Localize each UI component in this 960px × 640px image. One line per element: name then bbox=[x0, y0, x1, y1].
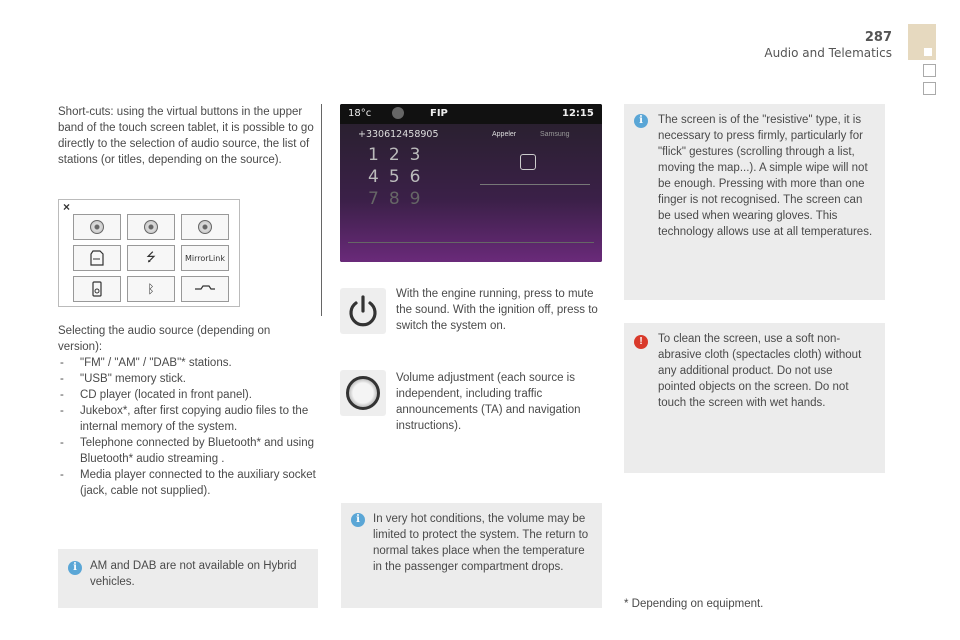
list-item: - "FM" / "AM" / "DAB"* stations. bbox=[58, 355, 316, 371]
hot-conditions-note-box bbox=[341, 503, 602, 608]
bluetooth-key bbox=[127, 276, 175, 302]
volume-knob-icon bbox=[346, 376, 380, 410]
audio-keypad-illustration bbox=[58, 199, 240, 307]
close-icon: × bbox=[63, 200, 71, 214]
screen-bottom-line bbox=[348, 242, 594, 243]
engine-power-text: With the engine running, press to mute the sound. With the ignition off, press to switch the system on. bbox=[396, 288, 598, 332]
cleaning-text: To clean the screen, use a soft non-abrasive cloth (spectacles cloth) without any additional product. Do not use pointed objects on the screen. Do not touch the screen with wet hands. bbox=[658, 333, 862, 409]
screen-bluetooth-icon bbox=[520, 154, 536, 170]
shortcuts-text: Short-cuts: using the virtual buttons in the upper band of the touch screen tablet, it is possible to go directly to the selection of audio source, the list of stations (or titles, depending on the source). bbox=[58, 106, 314, 166]
screen-clock: 12:15 bbox=[562, 108, 594, 119]
screen-keypad-digits bbox=[368, 144, 448, 210]
bluetooth-icon: ᛒ bbox=[147, 282, 155, 296]
info-icon: i bbox=[351, 513, 365, 527]
screen-home-icon bbox=[392, 107, 404, 119]
cleaning-note-box bbox=[624, 323, 885, 473]
usb-key bbox=[127, 245, 175, 271]
usb-icon: ⭍ bbox=[146, 249, 156, 264]
list-item: - Jukebox*, after first copying audio files to the internal memory of the system. bbox=[58, 403, 316, 435]
screen-phone-number: +330612458905 bbox=[358, 129, 439, 140]
disc-icon bbox=[90, 220, 104, 234]
radio-key-2 bbox=[127, 214, 175, 240]
audio-source-intro: Selecting the audio source (depending on version): bbox=[58, 325, 271, 353]
digits-row: 789 bbox=[368, 189, 431, 209]
disc-icon bbox=[144, 220, 158, 234]
memory-card-key bbox=[73, 245, 121, 271]
list-item: - Telephone connected by Bluetooth* and using Bluetooth* audio streaming . bbox=[58, 435, 316, 467]
jack-cable-icon bbox=[194, 284, 216, 294]
media-player-key bbox=[73, 276, 121, 302]
disc-icon bbox=[198, 220, 212, 234]
screen-appeler-label: Appeler bbox=[492, 131, 517, 138]
hot-conditions-text: In very hot conditions, the volume may be limited to protect the system. The return to normal takes place when the temperature in the passenger compartment drops. bbox=[373, 513, 589, 573]
column-divider bbox=[321, 104, 322, 316]
resistive-screen-note-box bbox=[624, 104, 885, 300]
section-title: Audio and Telematics bbox=[764, 46, 892, 60]
radio-key-1 bbox=[73, 214, 121, 240]
power-button-illustration bbox=[340, 288, 386, 334]
volume-adjustment-text: Volume adjustment (each source is independent, including traffic announcements (TA) and navigation instructions). bbox=[396, 372, 581, 432]
screen-station: FIP bbox=[430, 108, 448, 119]
chapter-tab-empty-1 bbox=[923, 64, 936, 77]
screen-samsung-label: Samsung bbox=[540, 131, 570, 138]
screen-divider-line bbox=[480, 184, 590, 185]
memory-card-icon bbox=[90, 250, 104, 266]
list-item: - Media player connected to the auxiliary socket (jack, cable not supplied). bbox=[58, 467, 316, 499]
radio-key-3 bbox=[181, 214, 229, 240]
digits-row: 123 bbox=[368, 145, 431, 165]
info-icon: i bbox=[68, 561, 82, 575]
hybrid-note-box bbox=[58, 549, 318, 608]
footnote: * Depending on equipment. bbox=[624, 598, 764, 610]
aux-jack-key bbox=[181, 276, 229, 302]
screen-temperature: 18°c bbox=[348, 108, 372, 119]
power-icon bbox=[346, 294, 380, 328]
media-player-icon bbox=[92, 281, 102, 297]
hybrid-note-text: AM and DAB are not available on Hybrid vehicles. bbox=[90, 560, 297, 588]
touchscreen-photo bbox=[340, 104, 602, 262]
audio-source-list bbox=[58, 355, 316, 499]
warning-icon: ! bbox=[634, 335, 648, 349]
mirrorlink-label: MirrorLink bbox=[185, 253, 225, 263]
chapter-tab-empty-2 bbox=[923, 82, 936, 95]
volume-knob-illustration bbox=[340, 370, 386, 416]
tab-marker bbox=[924, 48, 932, 56]
digits-row: 456 bbox=[368, 167, 431, 187]
chapter-tab bbox=[908, 24, 936, 60]
info-icon: i bbox=[634, 114, 648, 128]
resistive-screen-text: The screen is of the "resistive" type, it is necessary to press firmly, particularly for "flick" gestures (scrolling through a list, moving the map...). A simple wipe will not be enough. Pressing with more than one finger is not recognised. The screen can be used when wearing gloves. This technology allows use at all temperatures. bbox=[658, 114, 873, 238]
list-item: - CD player (located in front panel). bbox=[58, 387, 316, 403]
mirrorlink-key bbox=[181, 245, 229, 271]
list-item: - "USB" memory stick. bbox=[58, 371, 316, 387]
screen-status-bar bbox=[340, 104, 602, 124]
screen-body bbox=[340, 124, 602, 262]
page-number: 287 bbox=[864, 30, 892, 45]
